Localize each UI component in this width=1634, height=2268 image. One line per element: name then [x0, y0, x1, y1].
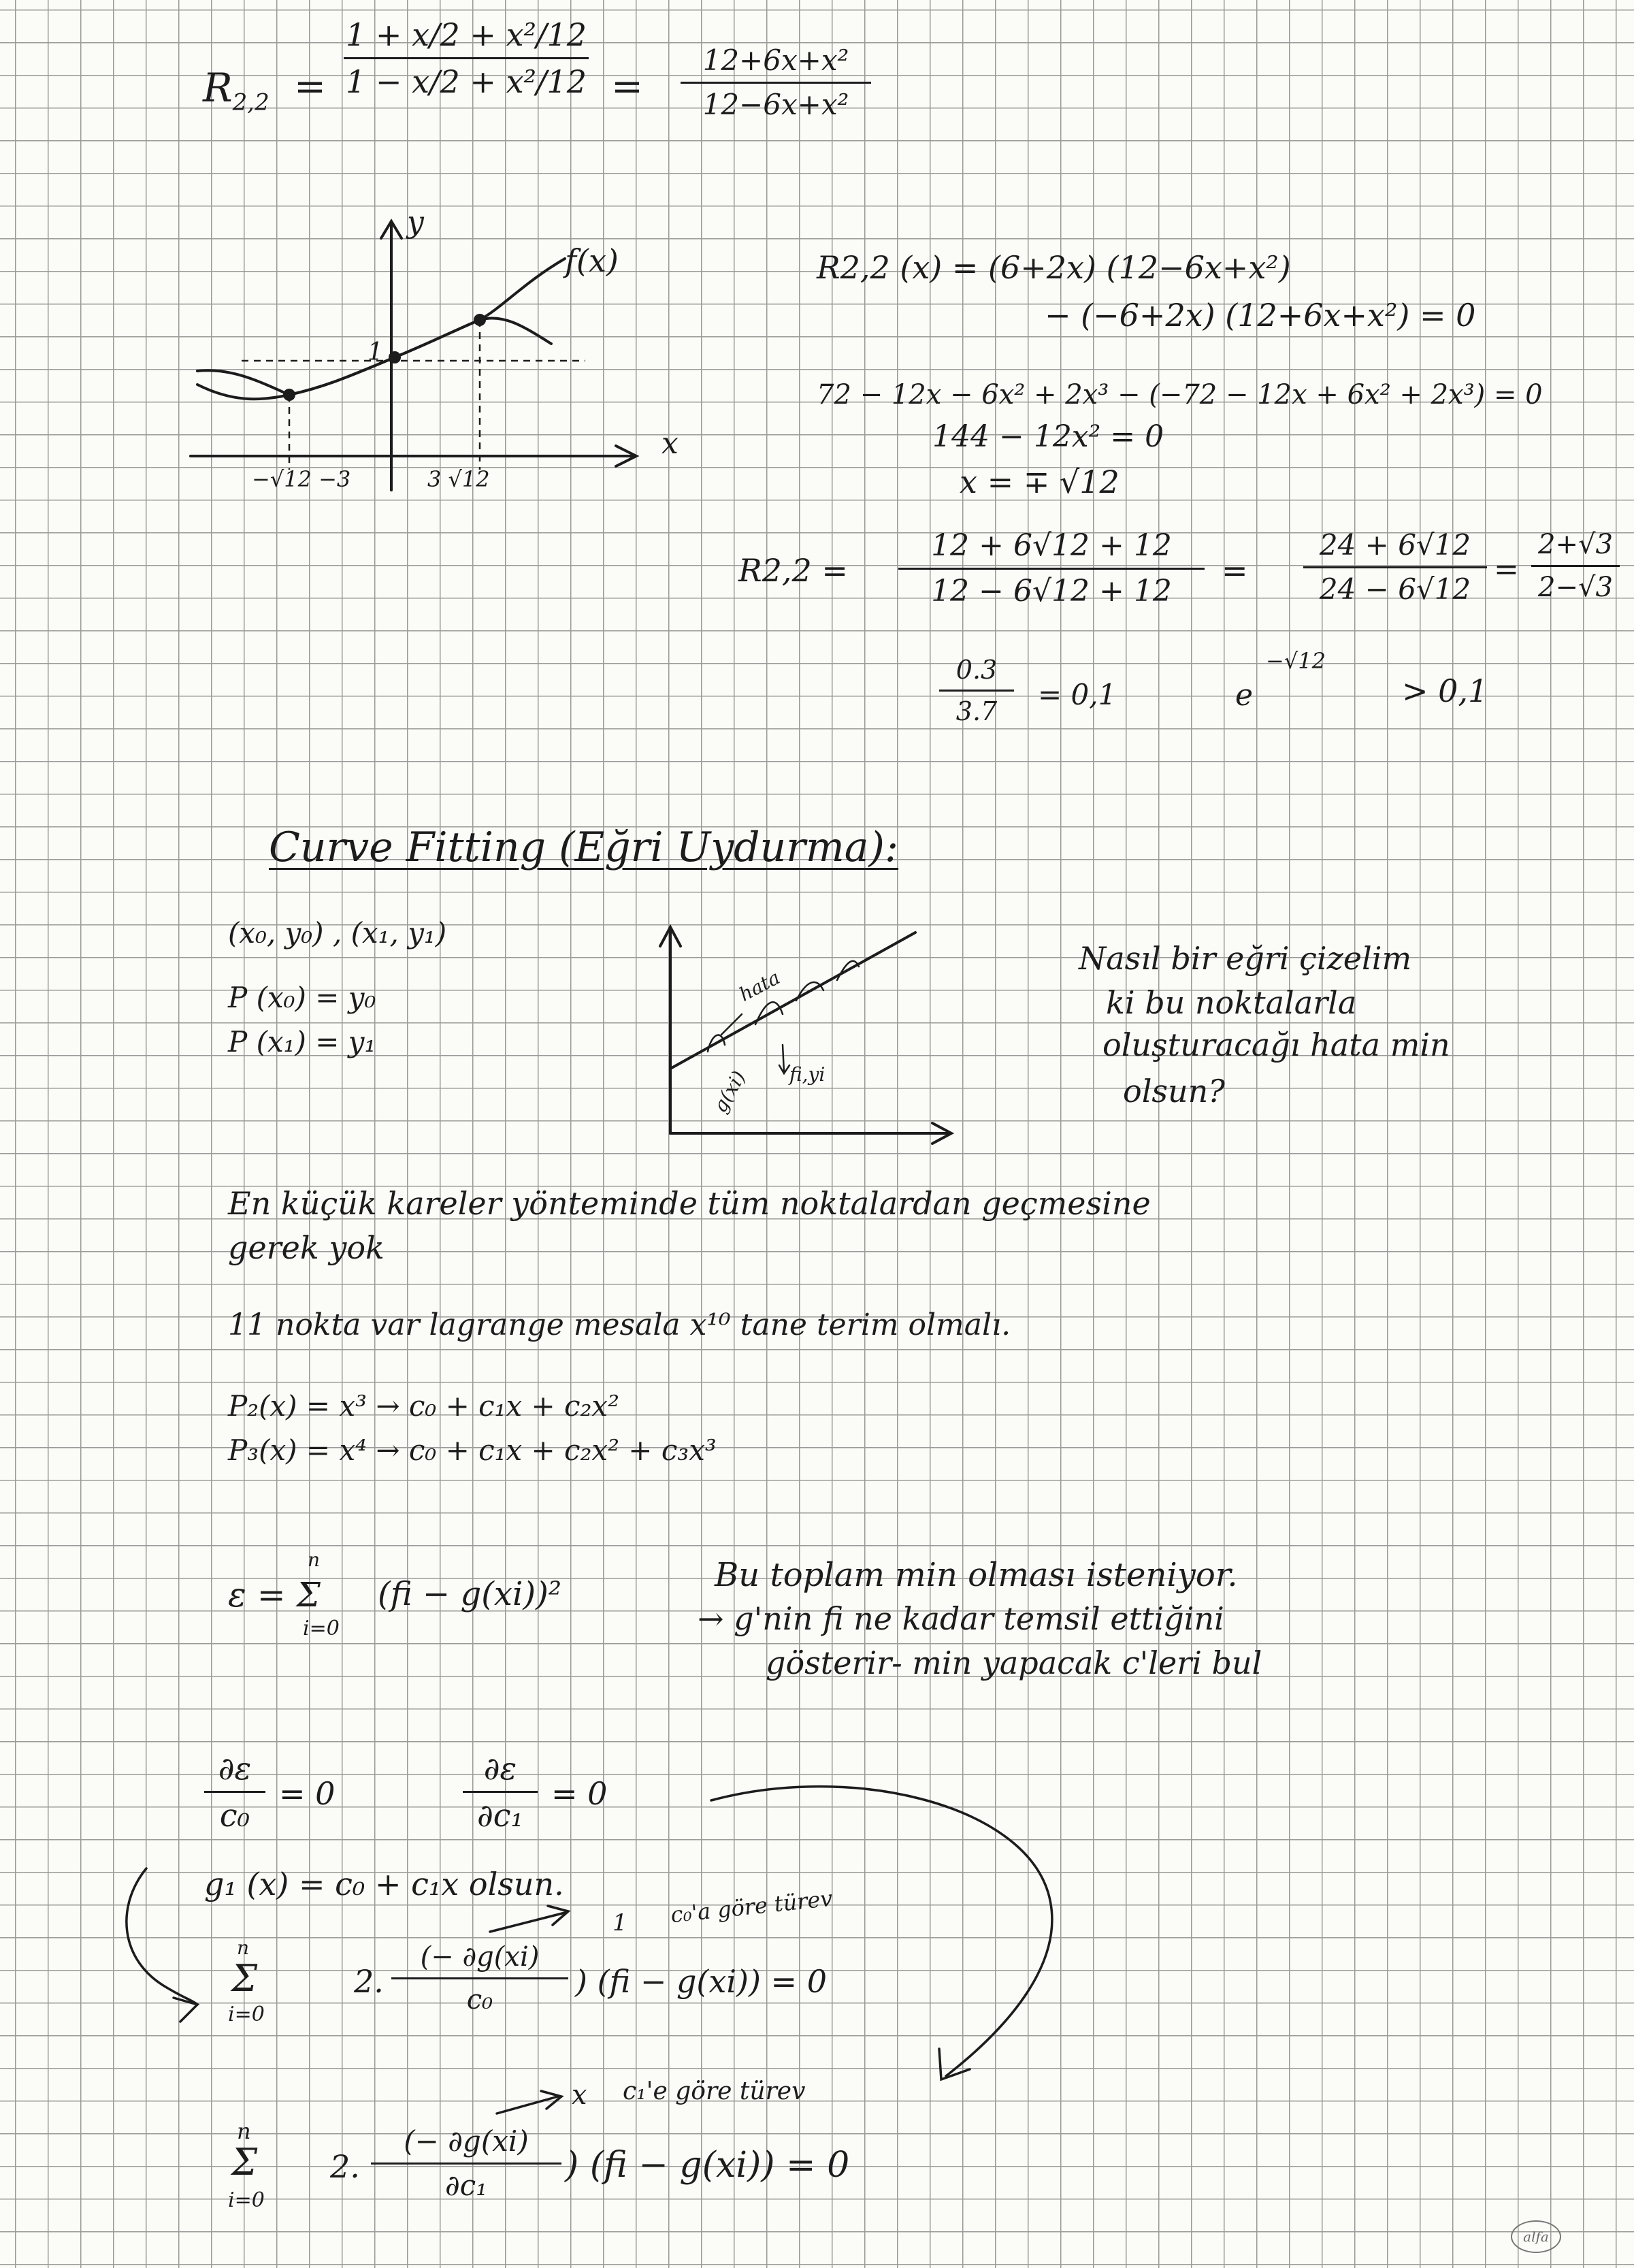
p-of-x1: P (x₁) = y₁ — [228, 1025, 376, 1058]
sum2-rhs: ) (fi − g(xi)) = 0 — [565, 2145, 850, 2186]
least-squares-line-1: En küçük kareler yönteminde tüm noktalardan geçmesine — [228, 1185, 1151, 1222]
epsilon-sum-bottom: i=0 — [303, 1617, 340, 1640]
fraction-denominator: c₀ — [466, 1984, 493, 2015]
fraction-numerator: (− ∂g(xi) — [404, 2124, 529, 2158]
tick-label-right: 3 √12 — [427, 466, 490, 492]
stamp-text: alfa — [1523, 2229, 1549, 2245]
big-curved-arrow — [711, 1787, 1052, 2076]
fraction-denominator: 24 − 6√12 — [1319, 572, 1471, 606]
value-fraction-1 — [898, 528, 1205, 609]
epsilon-lhs: ε = Σ — [228, 1575, 321, 1615]
bu-toplam-line: Bu toplam min olması isteniyor. — [715, 1556, 1238, 1594]
residual-1 — [708, 1035, 725, 1052]
residual-3 — [796, 982, 823, 1001]
c0-note-arrow — [490, 1913, 565, 1932]
x-axis-label: x — [661, 426, 679, 461]
section-heading: Curve Fitting (Eğri Uydurma): — [269, 824, 899, 871]
r22-label: $R_{2,2}$ — [203, 65, 269, 116]
value-fraction-2 — [1303, 528, 1487, 606]
graph-fiyi-label: fi,yi — [789, 1063, 826, 1086]
f-curve — [197, 259, 565, 399]
star-mark: x — [572, 2079, 587, 2111]
intersection-left — [283, 389, 295, 401]
fraction-denominator: ∂c₁ — [444, 2169, 488, 2202]
fraction-denominator: 2−√3 — [1538, 572, 1613, 603]
sum1-top: n — [237, 1937, 250, 1959]
intersection-right — [474, 314, 486, 326]
one-mark: 1 — [612, 1909, 627, 1937]
sum1-two: 2. — [354, 1963, 384, 2000]
arrow-line-1: → g'nin fi ne kadar temsil ettiğini — [698, 1600, 1224, 1637]
x-axis-arrowhead — [616, 446, 636, 466]
solution-line-1: R2,2 (x) = (6+2x) (12−6x+x²) — [817, 249, 1291, 286]
question-line-2: ki bu noktalarla — [1106, 984, 1357, 1021]
fit-x-arrowhead — [932, 1123, 951, 1144]
ratio-fraction — [939, 657, 1014, 724]
question-line-1: Nasıl bir eğri çizelim — [1079, 940, 1412, 977]
question-line-4: olsun? — [1123, 1073, 1225, 1109]
sum2-fraction — [371, 2124, 561, 2202]
fraction-numerator: 12 + 6√12 + 12 — [931, 528, 1172, 563]
c1-note-arrow — [497, 2096, 558, 2113]
tick-label-left: −√12 −3 — [252, 466, 351, 492]
fraction-numerator: ∂ε — [483, 1750, 517, 1787]
derivative-c0-rhs: = 0 — [279, 1775, 336, 1812]
points-pair: (x₀, y₀) , (x₁, y₁) — [228, 916, 447, 950]
fraction-numerator: 12+6x+x² — [702, 44, 849, 77]
fraction-denominator: 3.7 — [955, 696, 998, 726]
fit-line — [670, 933, 915, 1069]
graph-gxi-label: g(xi) — [708, 1067, 751, 1116]
epsilon-sum-top: n — [308, 1549, 321, 1571]
solution-line-2: − (−6+2x) (12+6x+x²) = 0 — [1045, 297, 1476, 334]
big-curved-arrow-head — [939, 2049, 970, 2079]
fiyi-arrow — [783, 1045, 784, 1072]
exp-power: −√12 — [1266, 648, 1326, 674]
equals-sign-2: = — [611, 65, 643, 109]
sum2-two: 2. — [330, 2148, 360, 2185]
sum2-bottom: i=0 — [228, 2188, 265, 2212]
sum2-sigma: Σ — [231, 2141, 258, 2184]
fraction-denominator: 12−6x+x² — [702, 88, 849, 121]
derivative-c0 — [204, 1750, 265, 1834]
paper-stamp — [1511, 2220, 1561, 2253]
p2-line: P₂(x) = x³ → c₀ + c₁x + c₂x² — [228, 1389, 619, 1423]
approx-value: = 0,1 — [1038, 678, 1117, 711]
fraction-numerator: 1 + x/2 + x²/12 — [346, 16, 587, 53]
fraction-denominator: c₀ — [219, 1797, 250, 1834]
equals-sign-4: = — [1494, 552, 1519, 587]
solution-line-5: x = ∓ √12 — [960, 464, 1120, 500]
hata-arrow — [721, 1014, 742, 1035]
intersection-center — [389, 351, 401, 363]
one-label: 1 — [367, 338, 383, 366]
pade-fraction-1 — [344, 16, 589, 100]
solution-line-3: 72 − 12x − 6x² + 2x³ − (−72 − 12x + 6x² + 2x³) = 0 — [817, 379, 1543, 410]
left-bracket-arrowhead — [174, 1998, 197, 2022]
fraction-denominator: ∂c₁ — [477, 1797, 523, 1834]
r22-second: R2,2 = — [738, 552, 848, 589]
left-bracket — [127, 1868, 197, 2005]
epsilon-rhs: (fi − g(xi))² — [378, 1575, 562, 1613]
eleven-points-line: 11 nokta var lagrange mesala x¹⁰ tane terim olmalı. — [228, 1308, 1011, 1342]
least-squares-line-2: gerek yok — [228, 1229, 385, 1266]
exp-base: e — [1235, 678, 1254, 713]
fraction-denominator: 12 − 6√12 + 12 — [931, 574, 1172, 609]
sum2-top: n — [237, 2118, 251, 2144]
r22-subscript: 2,2 — [232, 88, 269, 116]
p3-line: P₃(x) = x⁴ → c₀ + c₁x + c₂x² + c₃x³ — [228, 1433, 717, 1467]
fraction-numerator: 2+√3 — [1538, 529, 1613, 560]
fraction-numerator: 0.3 — [955, 655, 998, 685]
fraction-numerator: (− ∂g(xi) — [420, 1941, 540, 1973]
arrow-line-2: gösterir- min yapacak c'leri bul — [766, 1645, 1262, 1681]
fit-y-arrowhead — [660, 927, 681, 946]
sum1-rhs: ) (fi − g(xi)) = 0 — [575, 1963, 827, 2000]
c0-derivative-note: c₀'a göre türev — [669, 1885, 834, 1928]
question-line-3: oluşturacağı hata min — [1102, 1026, 1450, 1063]
sum1-fraction — [391, 1943, 568, 2013]
fraction-numerator: ∂ε — [218, 1750, 252, 1787]
derivative-c1 — [463, 1750, 538, 1834]
c1-derivative-note: c₁'e göre türev — [623, 2077, 806, 2105]
derivative-c1-rhs: = 0 — [551, 1775, 608, 1812]
residual-4 — [837, 961, 859, 980]
y-axis-label: y — [407, 205, 424, 240]
greater-than: > 0,1 — [1402, 673, 1488, 709]
equals-sign-3: = — [1222, 552, 1248, 589]
pade-fraction-2 — [681, 46, 871, 119]
solution-line-4: 144 − 12x² = 0 — [932, 419, 1164, 454]
g1-definition: g₁ (x) = c₀ + c₁x olsun. — [204, 1866, 564, 1902]
sum1-bottom: i=0 — [228, 2003, 265, 2026]
graph-hata-label: hata — [735, 966, 784, 1006]
fraction-denominator: 1 − x/2 + x²/12 — [346, 63, 587, 100]
f-of-x-label: f(x) — [565, 242, 619, 279]
equals-sign: = — [294, 65, 326, 109]
y-axis-arrowhead — [381, 221, 402, 238]
residual-2 — [755, 1002, 783, 1024]
sum1-sigma: Σ — [231, 1957, 258, 2000]
p-of-x0: P (x₀) = y₀ — [228, 981, 376, 1014]
value-fraction-3 — [1531, 531, 1620, 601]
fraction-numerator: 24 + 6√12 — [1319, 528, 1471, 562]
